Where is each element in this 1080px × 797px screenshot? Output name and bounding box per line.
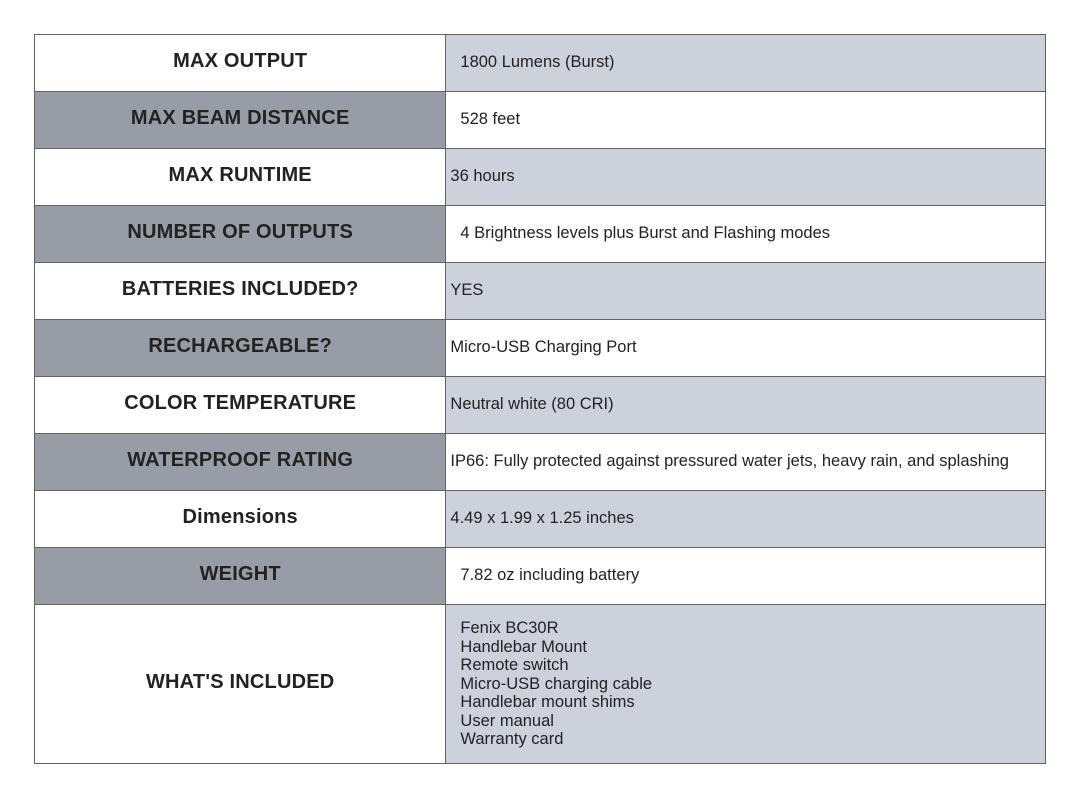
spec-value [446, 605, 1046, 764]
spec-label-text: WATERPROOF RATING [127, 448, 354, 471]
spec-value [446, 548, 1046, 605]
spec-row-whats-included [35, 605, 1046, 764]
spec-label-text: RECHARGEABLE? [148, 334, 333, 357]
spec-value-text: 1800 Lumens (Burst) [460, 52, 615, 71]
spec-row-batteries-included [35, 263, 1046, 320]
spec-label [35, 377, 446, 434]
spec-label [35, 35, 446, 92]
spec-label-text: WHAT'S INCLUDED [145, 670, 335, 693]
list-item: Warranty card [460, 730, 564, 749]
spec-value [446, 263, 1046, 320]
spec-row-max-runtime [35, 149, 1046, 206]
spec-value [446, 377, 1046, 434]
spec-value-text: Micro-USB Charging Port [450, 337, 637, 356]
spec-label [35, 149, 446, 206]
spec-value [446, 206, 1046, 263]
spec-row-dimensions [35, 491, 1046, 548]
spec-label-text: MAX RUNTIME [168, 163, 312, 186]
spec-label [35, 548, 446, 605]
spec-value [446, 35, 1046, 92]
spec-row-max-output [35, 35, 1046, 92]
spec-row-color-temperature [35, 377, 1046, 434]
spec-value-text: YES [450, 280, 484, 299]
spec-row-number-of-outputs [35, 206, 1046, 263]
spec-value [446, 491, 1046, 548]
spec-value [446, 434, 1046, 491]
spec-value [446, 149, 1046, 206]
list-item: Fenix BC30R [460, 619, 559, 638]
spec-value-text: 4.49 x 1.99 x 1.25 inches [450, 508, 634, 527]
spec-row-max-beam-distance [35, 92, 1046, 149]
spec-value-text: 36 hours [450, 166, 515, 185]
spec-label-text: MAX BEAM DISTANCE [130, 106, 350, 129]
list-item: Handlebar Mount [460, 637, 587, 656]
spec-table [34, 34, 1046, 764]
list-item: Remote switch [460, 656, 569, 675]
spec-label [35, 206, 446, 263]
spec-label [35, 263, 446, 320]
spec-value-text: IP66: Fully protected against pressured water jets, heavy rain, and splashing [450, 451, 1009, 470]
spec-label-text: NUMBER OF OUTPUTS [127, 220, 354, 243]
list-item: User manual [460, 711, 554, 730]
spec-value-text: 7.82 oz including battery [460, 565, 640, 584]
spec-label [35, 92, 446, 149]
spec-label [35, 491, 446, 548]
list-item: Handlebar mount shims [460, 693, 635, 712]
spec-label-text: BATTERIES INCLUDED? [121, 277, 359, 300]
list-item: Micro-USB charging cable [460, 674, 653, 693]
spec-label [35, 320, 446, 377]
spec-label [35, 434, 446, 491]
spec-row-waterproof-rating [35, 434, 1046, 491]
included-list [460, 619, 1045, 749]
spec-label-text: WEIGHT [199, 562, 281, 585]
spec-value-text: 4 Brightness levels plus Burst and Flashing modes [460, 223, 831, 242]
spec-label-text: Dimensions [182, 505, 298, 528]
spec-value-text: 528 feet [460, 109, 521, 128]
spec-label-text: MAX OUTPUT [173, 49, 308, 72]
spec-value [446, 320, 1046, 377]
spec-row-weight [35, 548, 1046, 605]
spec-row-rechargeable [35, 320, 1046, 377]
spec-label [35, 605, 446, 764]
spec-label-text: COLOR TEMPERATURE [124, 391, 357, 414]
spec-value [446, 92, 1046, 149]
spec-value-text: Neutral white (80 CRI) [450, 394, 614, 413]
